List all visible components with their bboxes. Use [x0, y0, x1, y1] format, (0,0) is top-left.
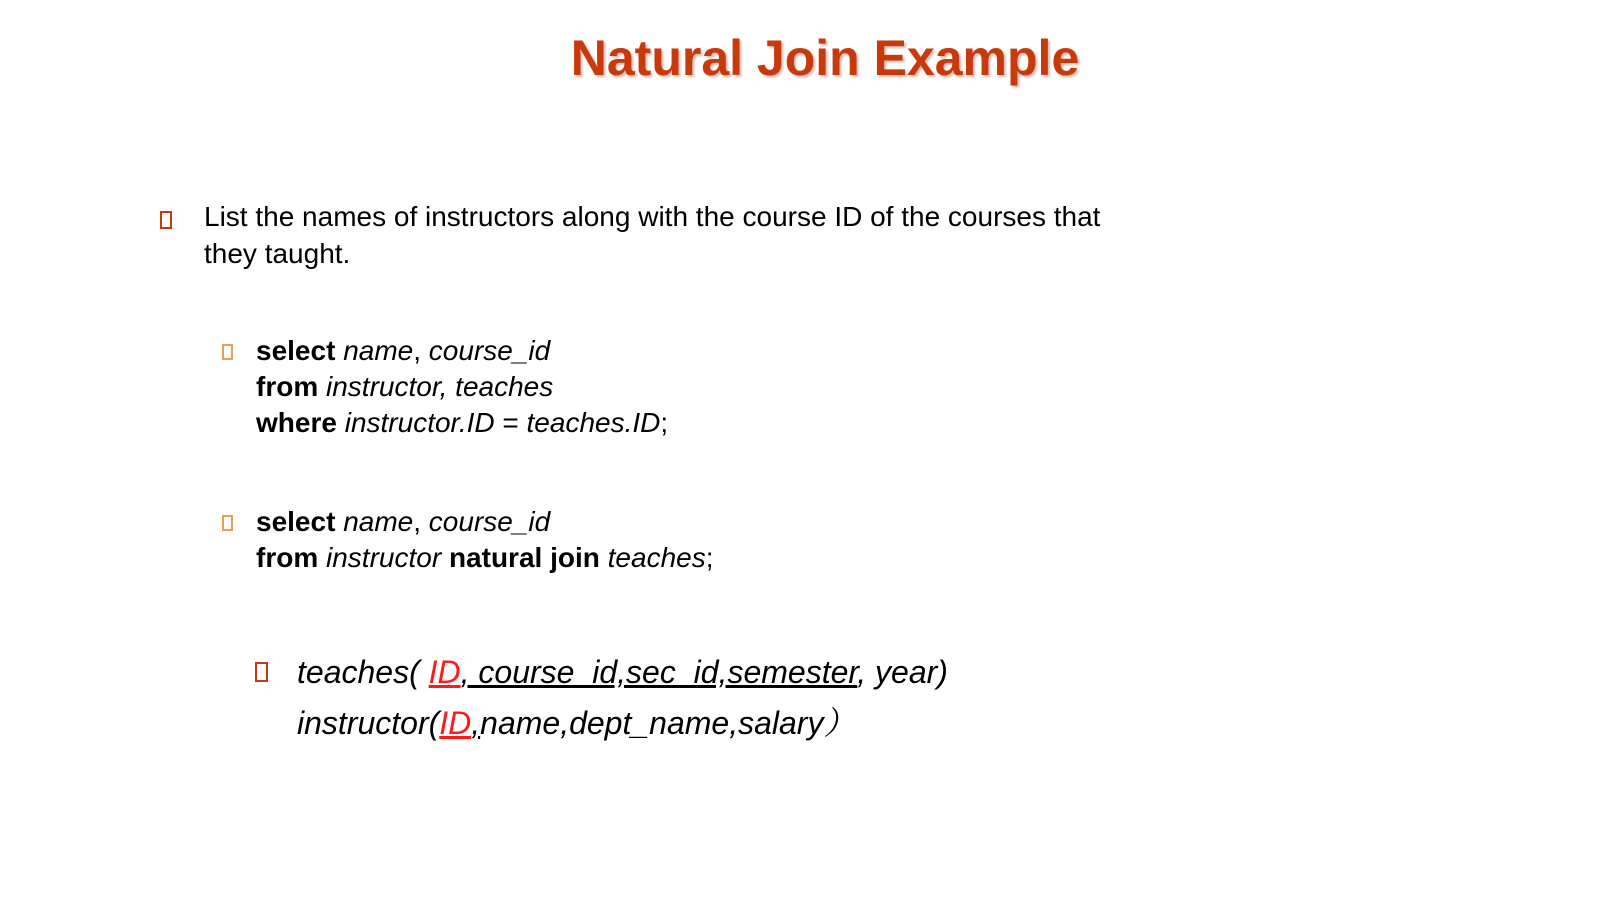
schema-instructor-underlined-comma: , [471, 705, 481, 741]
query2-select-line [256, 504, 714, 540]
schema-instructor-prefix: instructor( [297, 705, 440, 741]
schema-teaches-prefix: teaches( [297, 654, 429, 690]
column-name: name [343, 335, 414, 366]
from-keyword: from [256, 371, 319, 402]
schema-instructor-close: ） [823, 705, 856, 741]
table-instructor: instructor [326, 542, 442, 573]
column-name: name [343, 506, 414, 537]
schema-instructor-rest: name,dept_name,salary [480, 705, 824, 741]
column-course-id: course_id [428, 335, 551, 366]
natural-join-keyword: natural join [448, 542, 600, 573]
schema-teaches-rest: , year) [857, 654, 948, 690]
hollow-square-bullet-icon [222, 515, 233, 531]
equals-sign: = [494, 407, 527, 438]
query-natural-join [256, 504, 714, 576]
query-explicit-join [256, 333, 668, 441]
query1-where-line [256, 405, 668, 441]
relation-schemas [297, 647, 948, 749]
hollow-square-bullet-icon [222, 344, 233, 360]
schema-instructor-key: ID [439, 705, 472, 741]
query1-from-line [256, 369, 668, 405]
hollow-square-bullet-icon [255, 662, 268, 682]
column-course-id: course_id [428, 506, 551, 537]
from-keyword: from [256, 542, 319, 573]
comma: , [413, 335, 429, 366]
table-teaches: teaches [607, 542, 706, 573]
select-keyword: select [256, 335, 336, 366]
terminator: ; [705, 542, 714, 573]
where-left-operand: instructor.ID [344, 407, 495, 438]
hollow-square-bullet-icon [160, 211, 172, 229]
query2-from-line [256, 540, 714, 576]
where-keyword: where [256, 407, 337, 438]
schema-teaches [297, 647, 948, 698]
select-keyword: select [256, 506, 336, 537]
comma: , [413, 506, 429, 537]
question-line-2: they taught. [204, 238, 351, 269]
slide-title: Natural Join Example [570, 30, 1080, 86]
question-line-1: List the names of instructors along with the course ID of the courses that [204, 201, 1101, 232]
query1-select-line [256, 333, 668, 369]
schema-instructor [297, 698, 948, 749]
schema-teaches-key: ID [428, 654, 461, 690]
where-right-operand: teaches.ID [526, 407, 661, 438]
terminator: ; [660, 407, 669, 438]
schema-teaches-underlined-attrs: , course_id,sec_id,semester [460, 654, 858, 690]
question-text [204, 198, 1204, 272]
from-tables: instructor, teaches [326, 371, 554, 402]
